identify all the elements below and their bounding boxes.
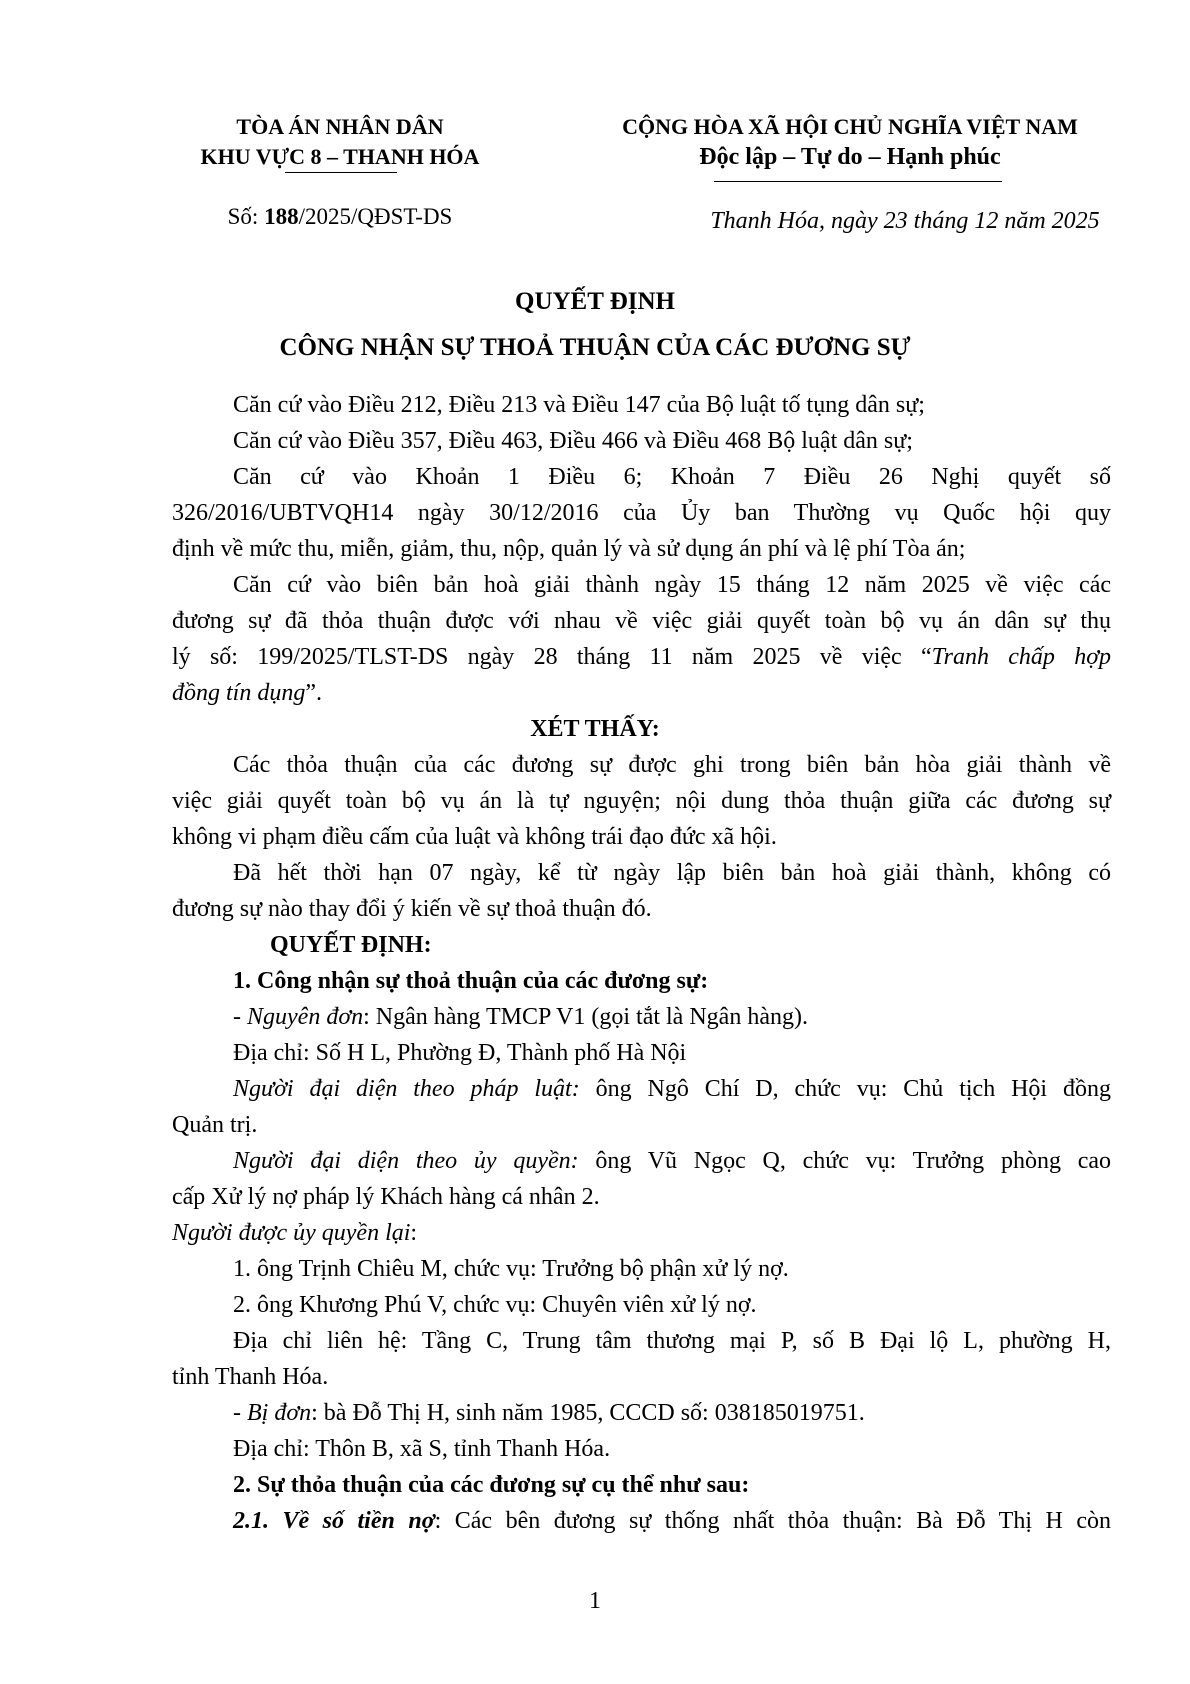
court-name-line-1: TÒA ÁN NHÂN DÂN: [236, 114, 444, 139]
nation-name: CỘNG HÒA XÃ HỘI CHỦ NGHĨA VIỆT NAM: [622, 114, 1078, 139]
authorized-representative-line-1: Người đại diện theo ủy quyền: ông Vũ Ngọc Q, chức vụ: Trưởng phòng cao: [233, 1148, 1111, 1174]
findings-p2-line-2: đương sự nào thay đổi ý kiến về sự thoả thuận đó.: [172, 896, 652, 922]
plaintiff-address: Địa chỉ: Số H L, Phường Đ, Thành phố Hà Nội: [233, 1040, 687, 1066]
defendant: - Bị đơn: bà Đỗ Thị H, sinh năm 1985, CCCD số: 038185019751.: [233, 1400, 865, 1426]
findings-p1-line-3: không vi phạm điều cấm của luật và không trái đạo đức xã hội.: [172, 824, 777, 850]
contact-address-line-1: Địa chỉ liên hệ: Tầng C, Trung tâm thương mại P, số B Đại lộ L, phường H,: [233, 1328, 1111, 1354]
document-number: Số: 188/2025/QĐST-DS: [227, 204, 453, 229]
legal-basis-2: Căn cứ vào Điều 357, Điều 463, Điều 466 và Điều 468 Bộ luật dân sự;: [233, 428, 913, 454]
decision-heading: QUYẾT ĐỊNH:: [270, 932, 432, 958]
court-name: [180, 112, 500, 172]
court-name-line-2: KHU VỰC 8 – THANH HÓA: [200, 144, 480, 169]
legal-basis-4-line-3: lý số: 199/2025/TLST-DS ngày 28 tháng 11 năm 2025 về việc “Tranh chấp hợp: [172, 644, 1111, 670]
plaintiff: - Nguyên đơn: Ngân hàng TMCP V1 (gọi tắt là Ngân hàng).: [233, 1004, 808, 1030]
sub-authorized-2: 2. ông Khương Phú V, chức vụ: Chuyên viên xử lý nợ.: [233, 1292, 757, 1318]
title-decision: QUYẾT ĐỊNH: [515, 288, 675, 315]
sub-authorized-1: 1. ông Trịnh Chiêu M, chức vụ: Trưởng bộ phận xử lý nợ.: [233, 1256, 789, 1282]
national-motto: Độc lập – Tự do – Hạnh phúc: [699, 144, 1001, 170]
section-2-heading: 2. Sự thỏa thuận của các đương sự cụ thể như sau:: [233, 1472, 750, 1498]
findings-p1-line-1: Các thỏa thuận của các đương sự được ghi trong biên bản hòa giải thành về: [233, 752, 1111, 778]
page-number: 1: [589, 1588, 601, 1614]
findings-p1-line-2: việc giải quyết toàn bộ vụ án là tự nguyện; nội dung thỏa thuận giữa các đương sự: [172, 788, 1111, 814]
defendant-address: Địa chỉ: Thôn B, xã S, tỉnh Thanh Hóa.: [233, 1436, 611, 1462]
place-date: Thanh Hóa, ngày 23 tháng 12 năm 2025: [710, 208, 1100, 234]
authorized-representative-line-2: cấp Xử lý nợ pháp lý Khách hàng cá nhân 2.: [172, 1184, 600, 1210]
sub-authorized-heading: Người được ủy quyền lại:: [172, 1220, 418, 1246]
legal-basis-1: Căn cứ vào Điều 212, Điều 213 và Điều 147 của Bộ luật tố tụng dân sự;: [233, 392, 925, 418]
legal-basis-3-line-2: 326/2016/UBTVQH14 ngày 30/12/2016 của Ủy ban Thường vụ Quốc hội quy: [172, 500, 1111, 526]
motto-underline: [714, 181, 1002, 182]
legal-basis-3-line-1: Căn cứ vào Khoản 1 Điều 6; Khoản 7 Điều 26 Nghị quyết số: [233, 464, 1111, 490]
title-subject: CÔNG NHẬN SỰ THOẢ THUẬN CỦA CÁC ĐƯƠNG SỰ: [279, 334, 911, 361]
legal-basis-4-line-1: Căn cứ vào biên bản hoà giải thành ngày 15 tháng 12 năm 2025 về việc các: [233, 572, 1111, 598]
findings-heading: XÉT THẤY:: [530, 716, 660, 742]
legal-basis-3-line-3: định về mức thu, miễn, giảm, thu, nộp, quản lý và sử dụng án phí và lệ phí Tòa án;: [172, 536, 966, 562]
findings-p2-line-1: Đã hết thời hạn 07 ngày, kể từ ngày lập biên bản hoà giải thành, không có: [233, 860, 1111, 886]
section-1-heading: 1. Công nhận sự thoả thuận của các đương sự:: [233, 968, 709, 994]
legal-representative-line-2: Quản trị.: [172, 1112, 258, 1138]
contact-address-line-2: tỉnh Thanh Hóa.: [172, 1364, 329, 1390]
legal-basis-4-line-2: đương sự đã thỏa thuận được với nhau về việc giải quyết toàn bộ vụ án dân sự thụ: [172, 608, 1111, 634]
national-header: [580, 112, 1120, 172]
court-name-underline: [285, 172, 397, 173]
section-2-1-line-1: 2.1. Về số tiền nợ: Các bên đương sự thống nhất thỏa thuận: Bà Đỗ Thị H còn: [233, 1508, 1112, 1534]
legal-representative-line-1: Người đại diện theo pháp luật: ông Ngô Chí D, chức vụ: Chủ tịch Hội đồng: [233, 1076, 1111, 1102]
legal-basis-4-line-4: đồng tín dụng”.: [172, 680, 322, 706]
